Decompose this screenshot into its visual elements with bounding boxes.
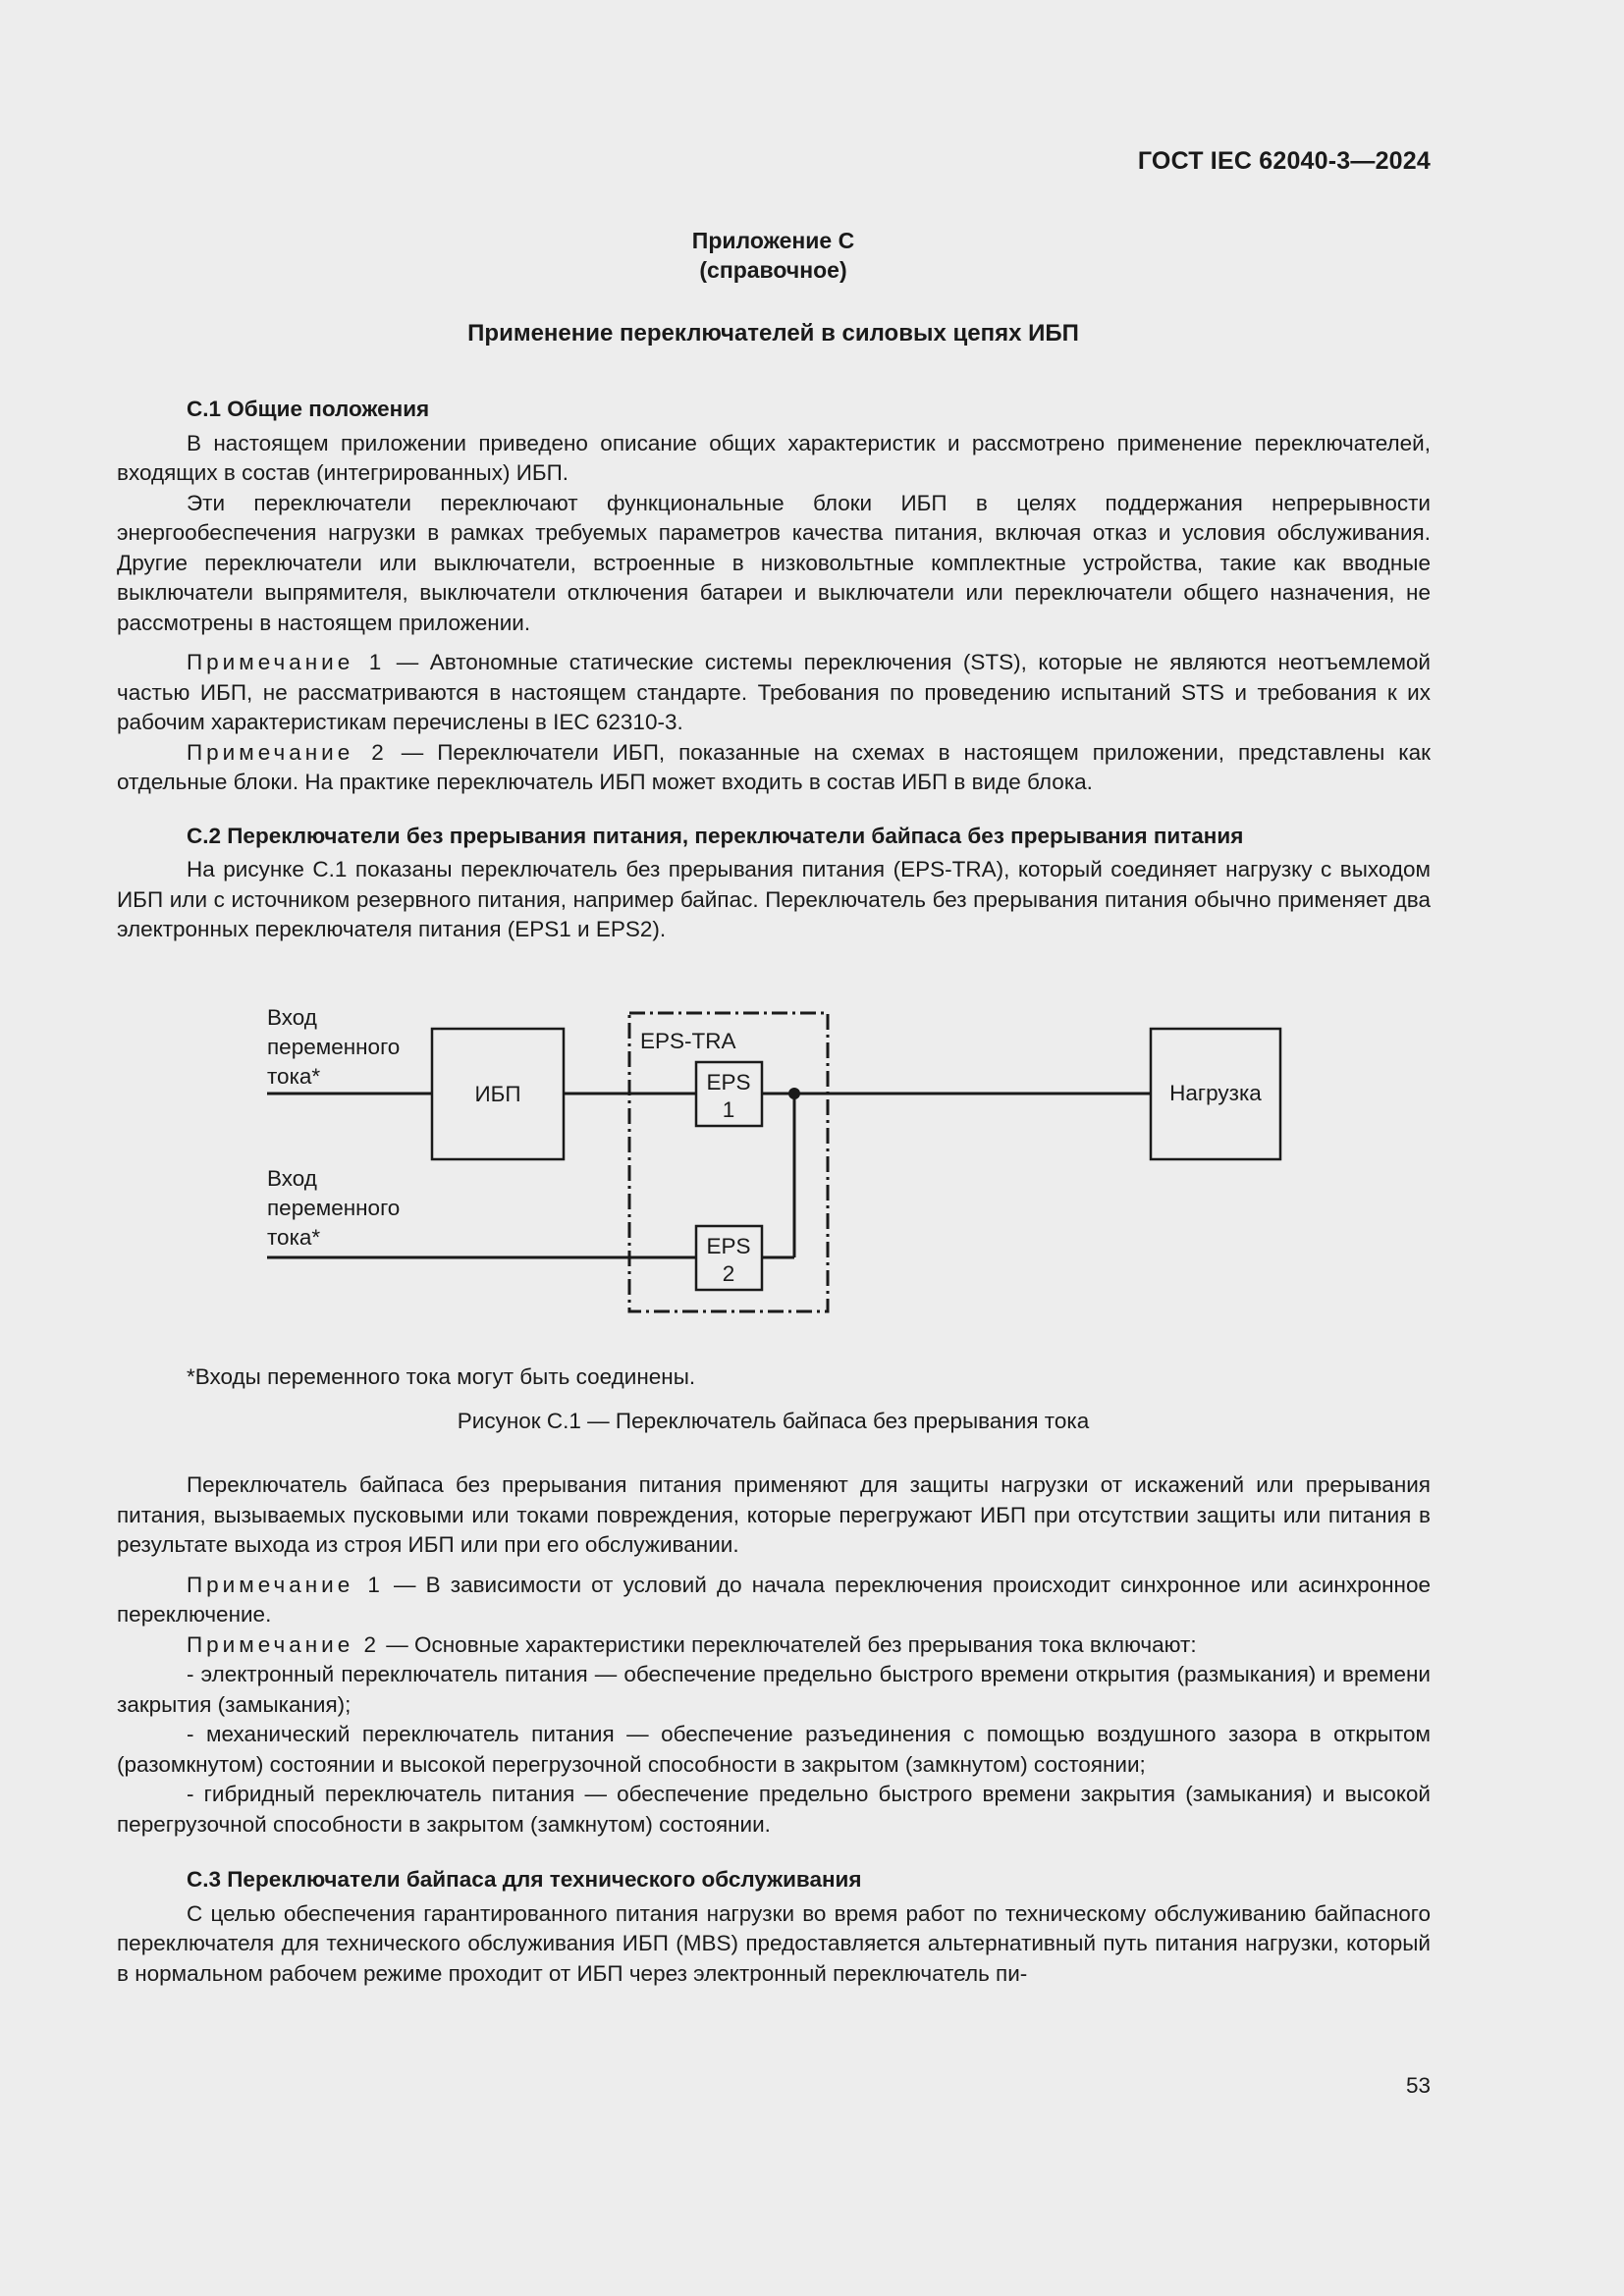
input1-label-line3: тока*	[267, 1064, 321, 1089]
note-label: Примечание 1	[187, 1572, 384, 1597]
section-2-continued	[117, 1470, 1431, 1989]
page-number: 53	[1405, 2073, 1431, 2098]
section-2-note1	[117, 1571, 1431, 1630]
note-label: Примечание 2	[187, 1631, 380, 1657]
section-1-p1: В настоящем приложении приведено описание общих характеристик и рассмотрено применение переключателей, входящих в состав (интегрированных) ИБП.	[117, 430, 1431, 485]
note-label: Примечание 2	[187, 739, 388, 765]
junction-dot	[788, 1088, 800, 1099]
eps-tra-label: EPS-TRA	[640, 1029, 736, 1053]
appendix-subtitle: (справочное)	[699, 257, 847, 283]
section-3-p1: С целью обеспечения гарантированного питания нагрузки во время работ по техническому обслуживанию байпасного переключателя для технического обслуживания ИБП (MBS) предоставляется альтернативный путь питания нагрузки, который в нормальном рабочем режиме проходит от ИБП через электронный переключатель пи-	[117, 1900, 1431, 1986]
eps1-label-line1: EPS	[706, 1070, 751, 1095]
main-title: Применение переключателей в силовых цепях ИБП	[467, 320, 1079, 347]
section-2-p1: На рисунке С.1 показаны переключатель без прерывания питания (EPS-TRA), который соединяет нагрузку с выходом ИБП или с источником резервного питания, например байпас. Переключатель без прерывания питания обычно применяет два электронных переключателя питания (EPS1 и EPS2).	[117, 857, 1431, 941]
ups-label: ИБП	[474, 1082, 521, 1106]
eps2-label-line1: EPS	[706, 1234, 751, 1258]
section-3-heading: С.3 Переключатели байпаса для технического обслуживания	[187, 1867, 862, 1892]
list-item: - электронный переключатель питания — обеспечение предельно быстрого времени открытия (размыкания) и времени закрытия (замыкания);	[117, 1662, 1431, 1717]
section-1-p2: Эти переключатели переключают функциональные блоки ИБП в целях поддержания непрерывности энергообеспечения нагрузки в рамках требуемых параметров качества питания, включая отказ и условия обслуживания. Другие переключатели или выключатели, встроенные в низковольтные комплектные устройства, такие как вводные выключатели выпрямителя, выключатели отключения батареи и выключатели или переключатели общего назначения, не рассмотрены в настоящем приложении.	[117, 490, 1431, 635]
note-text: — Основные характеристики переключателей без прерывания тока включают:	[380, 1631, 1197, 1657]
section-1-heading: С.1 Общие положения	[187, 397, 430, 421]
figure-footnote: *Входы переменного тока могут быть соединены.	[187, 1364, 696, 1389]
input1-label-line2: переменного	[267, 1035, 401, 1059]
input2-label-line1: Вход	[267, 1166, 317, 1191]
eps2-label-line2: 2	[722, 1261, 735, 1286]
input1-label-line1: Вход	[267, 1005, 317, 1030]
note-text: — В зависимости от условий до начала переключения происходит синхронное или асинхронное переключение.	[117, 1572, 1432, 1627]
standard-code: ГОСТ IEC 62040-3—2024	[1137, 147, 1431, 175]
input2-label-line3: тока*	[267, 1225, 321, 1250]
section-2-p2: Переключатель байпаса без прерывания питания применяют для защиты нагрузки от искажений или прерывания питания, вызываемых пусковыми или токами повреждения, которые перегружают ИБП при отсутствии защиты или питания в результате выхода из строя ИБП или при его обслуживании.	[117, 1472, 1431, 1557]
load-label: Нагрузка	[1169, 1081, 1262, 1105]
list-item: - гибридный переключатель питания — обеспечение предельно быстрого времени закрытия (замыкания) и высокой перегрузочной способности в закрытом (замкнутом) состоянии.	[117, 1782, 1431, 1837]
figure-caption: Рисунок С.1 — Переключатель байпаса без прерывания тока	[457, 1409, 1090, 1433]
appendix-title: Приложение С	[691, 228, 855, 253]
note-label: Примечание 1	[187, 650, 386, 674]
list-item: - механический переключатель питания — обеспечение разъединения с помощью воздушного зазора в открытом (разомкнутом) состоянии и высокой перегрузочной способности в закрытом (замкнутом) состоянии;	[117, 1722, 1431, 1777]
eps1-label-line2: 1	[722, 1097, 735, 1122]
section-2-heading: С.2 Переключатели без прерывания питания, переключатели байпаса без прерывания питания	[187, 823, 1244, 848]
note-text: — Переключатели ИБП, показанные на схемах в настоящем приложении, представлены как отдельные блоки. На практике переключатель ИБП может входить в состав ИБП в виде блока.	[117, 739, 1432, 794]
section-2-note2	[117, 1630, 1431, 1661]
note-text: — Автономные статические системы переключения (STS), которые не являются неотъемлемой частью ИБП, не рассматриваются в настоящем стандарте. Требования по проведению испытаний STS и требования к их рабочим характеристикам перечислены в IEC 62310-3.	[117, 650, 1431, 734]
input2-label-line2: переменного	[267, 1196, 401, 1220]
